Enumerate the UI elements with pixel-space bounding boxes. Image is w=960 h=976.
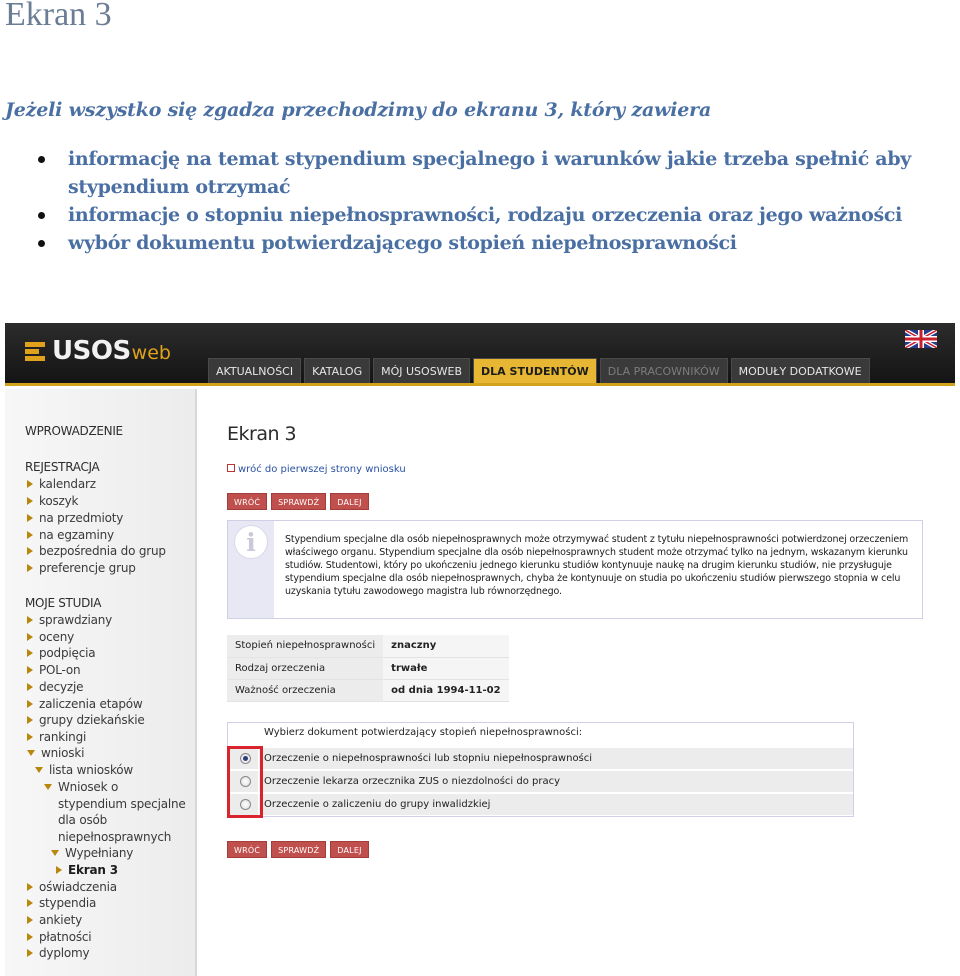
arrow-right-icon [27, 883, 33, 891]
table-row [227, 657, 509, 679]
arrow-down-icon [35, 767, 43, 773]
arrow-right-icon [27, 899, 33, 907]
arrow-right-icon [27, 700, 33, 708]
document-bullet: informacje o stopniu niepełnosprawności, rodzaju orzeczenia oraz jego ważności [38, 201, 953, 229]
check-button[interactable]: SPRAWDŹ [271, 493, 326, 510]
arrow-right-icon [27, 666, 33, 674]
document-bullet-list [38, 145, 953, 257]
document-option-label: Orzeczenie o niepełnosprawności lub stopniu niepełnosprawności [264, 753, 593, 764]
sidebar-heading-wprowadzenie[interactable]: WPROWADZENIE [25, 424, 123, 438]
arrow-right-icon [27, 933, 33, 941]
sidebar-item-sprawdziany[interactable]: sprawdziany [27, 613, 112, 627]
next-button[interactable]: DALEJ [330, 841, 368, 858]
info-icon: i [234, 525, 268, 559]
detail-key: Ważność orzeczenia [227, 679, 383, 701]
document-title: Ekran 3 [5, 0, 112, 33]
arrow-right-icon [56, 866, 62, 874]
detail-value: znaczny [383, 635, 508, 657]
sidebar-item-wniosek-line[interactable]: niepełnosprawnych [58, 830, 172, 844]
logo-mark-icon [25, 339, 49, 365]
sidebar-menu [5, 389, 197, 976]
logo-text: USOS [52, 336, 131, 366]
sidebar-item-podpiecia[interactable]: podpięcia [27, 646, 95, 660]
bottom-button-row [227, 841, 369, 858]
tab-moduly-dodatkowe[interactable]: MODUŁY DODATKOWE [731, 358, 870, 383]
sidebar-item-wniosek-line[interactable]: stypendium specjalne [58, 797, 186, 811]
sidebar-item-lista-wnioskow[interactable]: lista wniosków [35, 763, 133, 777]
document-intro: Jeżeli wszystko się zgadza przechodzimy do ekranu 3, który zawiera [5, 99, 712, 121]
tab-aktualnosci[interactable]: AKTUALNOŚCI [208, 358, 301, 383]
detail-key: Rodzaj orzeczenia [227, 657, 383, 679]
arrow-right-icon [27, 916, 33, 924]
arrow-right-icon [27, 633, 33, 641]
sidebar-item-oceny[interactable]: oceny [27, 630, 74, 644]
back-button[interactable]: WRÓĆ [227, 841, 267, 858]
document-option[interactable] [228, 770, 853, 792]
sidebar-item-platnosci[interactable]: płatności [27, 930, 91, 944]
english-flag-icon[interactable] [905, 330, 937, 348]
back-button[interactable]: WRÓĆ [227, 493, 267, 510]
arrow-down-icon [27, 750, 35, 756]
sidebar-item-wnioski[interactable]: wnioski [27, 746, 84, 760]
document-option-label: Orzeczenie o zaliczeniu do grupy inwalidzkiej [264, 799, 491, 810]
document-choice-prompt: Wybierz dokument potwierdzający stopień niepełnosprawności: [264, 727, 583, 738]
detail-key: Stopień niepełnosprawności [227, 635, 383, 657]
table-row [227, 635, 509, 657]
arrow-right-icon [27, 547, 33, 555]
sidebar-item-oswiadczenia[interactable]: oświadczenia [27, 880, 117, 894]
sidebar-item-bezposrednia-do-grup[interactable]: bezpośrednia do grup [27, 544, 166, 558]
info-text: Stypendium specjalne dla osób niepełnosprawnych może otrzymywać student z tytułu niepełnosprawności potwierdzonej orzeczeniem właściwego organu. Stypendium specjalne dla osób niepełnosprawnych student może otrzymać tylko na jednym, wskazanym kierunku studiów. Studentowi, który po ukończeniu jednego kierunku studiów kontynuuje naukę na drugim kierunku studiów, nie przysługuje stypendium specjalne dla osób niepełnosprawnych, chyba że kontynuuje on studia po ukończeniu studiów pierwszego stopnia w celu uzyskania tytułu zawodowego magistra lub równorzędnego. [285, 534, 909, 597]
sidebar-item-wypelniany[interactable]: Wypełniany [51, 846, 133, 860]
usosweb-logo[interactable] [25, 337, 171, 365]
next-button[interactable]: DALEJ [330, 493, 368, 510]
sidebar-item-ankiety[interactable]: ankiety [27, 913, 82, 927]
arrow-right-icon [27, 949, 33, 957]
info-box [227, 520, 923, 619]
arrow-right-icon [27, 531, 33, 539]
arrow-right-icon [27, 514, 33, 522]
sidebar-item-decyzje[interactable]: decyzje [27, 680, 83, 694]
arrow-down-icon [44, 784, 52, 790]
sidebar-item-na-egzaminy[interactable]: na egzaminy [27, 528, 114, 542]
arrow-right-icon [27, 716, 33, 724]
bullet-dot-icon [38, 156, 45, 163]
arrow-right-icon [27, 480, 33, 488]
back-arrow-icon [227, 464, 235, 472]
arrow-right-icon [27, 564, 33, 572]
detail-value: trwałe [383, 657, 508, 679]
sidebar-item-ekran-3[interactable]: Ekran 3 [56, 863, 118, 877]
sidebar-item-preferencje-grup[interactable]: preferencje grup [27, 561, 136, 575]
document-choice-box [227, 722, 854, 817]
document-option-label: Orzeczenie lekarza orzecznika ZUS o niezdolności do pracy [264, 776, 561, 787]
sidebar-item-wniosek-stypendium[interactable]: Wniosek o [44, 780, 118, 794]
sidebar-heading-rejestracja[interactable]: REJESTRACJA [25, 460, 100, 474]
disability-details-table [227, 635, 509, 702]
document-option[interactable] [228, 747, 853, 769]
sidebar-item-zaliczenia-etapow[interactable]: zaliczenia etapów [27, 697, 143, 711]
bullet-dot-icon [38, 212, 45, 219]
main-navigation [208, 358, 870, 383]
sidebar-item-grupy-dziekanskie[interactable]: grupy dziekańskie [27, 713, 145, 727]
sidebar-item-rankingi[interactable]: rankingi [27, 730, 86, 744]
arrow-right-icon [27, 683, 33, 691]
sidebar-heading-moje-studia[interactable]: MOJE STUDIA [25, 596, 102, 610]
logo-subtext: web [131, 342, 171, 364]
document-option[interactable] [228, 793, 853, 815]
arrow-right-icon [27, 649, 33, 657]
sidebar-item-dyplomy[interactable]: dyplomy [27, 946, 89, 960]
sidebar-item-pol-on[interactable]: POL-on [27, 663, 80, 677]
sidebar-item-stypendia[interactable]: stypendia [27, 896, 96, 910]
check-button[interactable]: SPRAWDŹ [271, 841, 326, 858]
tab-moj-usosweb[interactable]: MÓJ USOSWEB [373, 358, 470, 383]
back-to-first-page-link[interactable]: wróć do pierwszej strony wniosku [227, 464, 406, 475]
arrow-down-icon [51, 850, 59, 856]
table-row [227, 679, 509, 701]
document-bullet: wybór dokumentu potwierdzającego stopień niepełnosprawności [38, 229, 953, 257]
arrow-right-icon [27, 733, 33, 741]
highlight-frame [227, 746, 263, 818]
document-bullet: informację na temat stypendium specjalnego i warunków jakie trzeba spełnić aby stypendium otrzymać [38, 145, 953, 201]
tab-dla-pracownikow[interactable]: DLA PRACOWNIKÓW [600, 358, 728, 383]
arrow-right-icon [27, 616, 33, 624]
arrow-right-icon [27, 497, 33, 505]
sidebar-item-kalendarz[interactable]: kalendarz [27, 477, 96, 491]
usosweb-screenshot [5, 323, 955, 976]
header-bar [5, 323, 955, 386]
tab-katalog[interactable]: KATALOG [304, 358, 370, 383]
sidebar-item-wniosek-line[interactable]: dla osób [58, 813, 108, 827]
info-box-sidebar [228, 521, 274, 618]
sidebar-item-na-przedmioty[interactable]: na przedmioty [27, 511, 123, 525]
tab-dla-studentow[interactable]: DLA STUDENTÓW [473, 358, 597, 383]
sidebar-item-koszyk[interactable]: koszyk [27, 494, 78, 508]
bullet-dot-icon [38, 240, 45, 247]
page-title: Ekran 3 [227, 423, 297, 445]
top-button-row [227, 493, 369, 510]
detail-value: od dnia 1994-11-02 [383, 679, 508, 701]
